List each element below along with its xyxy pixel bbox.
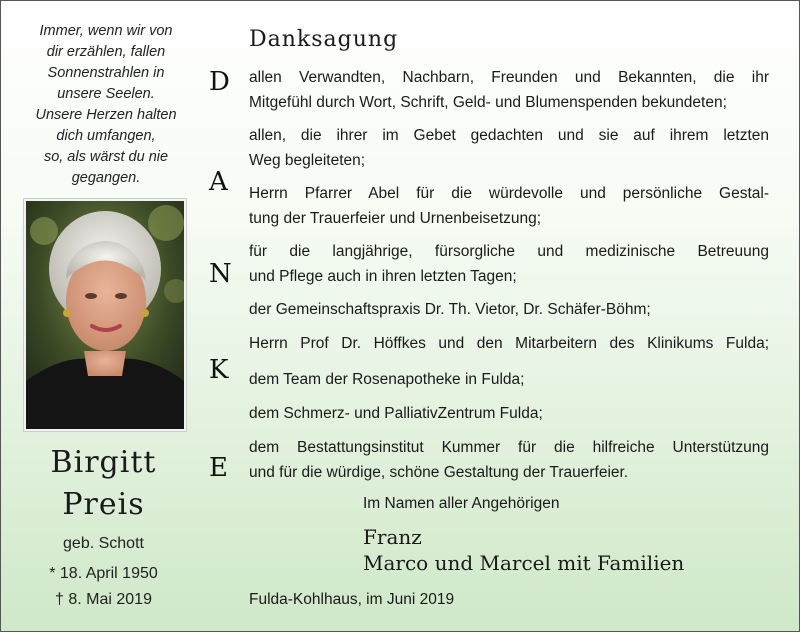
paragraph-line: tung der Trauerfeier und Urnenbeisetzung; [249, 210, 542, 227]
deceased-first-name: Birgitt [50, 445, 157, 480]
family-name-line: Marco und Marcel mit Familien [363, 551, 685, 575]
place-date: Fulda-Kohlhaus, im Juni 2019 [249, 591, 455, 608]
closing-line: Im Namen aller Angehörigen [363, 495, 560, 512]
birth-date: * 18. April 1950 [49, 565, 158, 582]
poem-line: gegangen. [71, 170, 141, 186]
family-name-line: Franz [363, 525, 422, 549]
poem-line: dich umfangen, [56, 128, 156, 144]
paragraph-line: der Gemeinschaftspraxis Dr. Th. Vietor, Dr. Schäfer-Böhm; [249, 301, 651, 318]
acrostic-letter-d: D [209, 67, 230, 97]
portrait-photo [24, 199, 186, 431]
paragraph-line: allen Verwandten, Nachbarn, Freunden und Bekannten, die ihr [249, 69, 769, 86]
deceased-last-name: Preis [62, 487, 145, 522]
thanks-paragraph [249, 239, 769, 289]
portrait-illustration [26, 201, 184, 429]
poem-line: Immer, wenn wir von [39, 23, 173, 39]
maiden-name: geb. Schott [63, 535, 144, 552]
poem-line: so, als wärst du nie [43, 149, 169, 165]
acrostic-letter-n: N [209, 259, 232, 289]
paragraph-line: Weg begleiteten; [249, 152, 366, 169]
poem-line: unsere Seelen. [57, 86, 155, 102]
acrostic-letter-k: K [209, 355, 229, 385]
paragraph-line: dem Team der Rosenapotheke in Fulda; [249, 371, 525, 388]
death-date: † 8. Mai 2019 [55, 591, 152, 608]
paragraph-line: dem Bestattungsinstitut Kummer für die hilfreiche Unterstützung [249, 439, 769, 456]
paragraph-line: allen, die ihrer im Gebet gedachten und sie auf ihrem letzten [249, 127, 769, 144]
poem-line: dir erzählen, fallen [46, 44, 166, 60]
paragraph-line: Herrn Pfarrer Abel für die würdevolle und persönliche Gestal- [249, 185, 769, 202]
memorial-poem [21, 21, 191, 189]
paragraph-line: dem Schmerz- und PalliativZentrum Fulda; [249, 405, 543, 422]
thanks-paragraph [249, 297, 769, 322]
paragraph-line: und Pflege auch in ihren letzten Tagen; [249, 268, 517, 285]
poem-line: Unsere Herzen halten [35, 107, 177, 123]
paragraph-line: Herrn Prof Dr. Höffkes und den Mitarbeitern des Klinikums Fulda; [249, 335, 769, 352]
thanks-paragraph [249, 367, 769, 392]
thanks-paragraph [249, 181, 769, 231]
thanks-paragraph [249, 435, 769, 485]
thanks-paragraph [249, 123, 769, 173]
thanks-paragraph [249, 331, 769, 356]
page-title: Danksagung [249, 27, 399, 52]
acrostic-letter-a: A [209, 167, 228, 197]
paragraph-line: für die langjährige, fürsorgliche und medizinische Betreuung [249, 243, 769, 260]
acrostic-letter-e: E [209, 453, 228, 483]
paragraph-line: und für die würdige, schöne Gestaltung der Trauerfeier. [249, 464, 629, 481]
poem-line: Sonnenstrahlen in [47, 65, 165, 81]
thanks-paragraph [249, 65, 769, 115]
paragraph-line: Mitgefühl durch Wort, Schrift, Geld- und Blumenspenden bekundeten; [249, 94, 727, 111]
thanks-paragraph [249, 401, 769, 426]
